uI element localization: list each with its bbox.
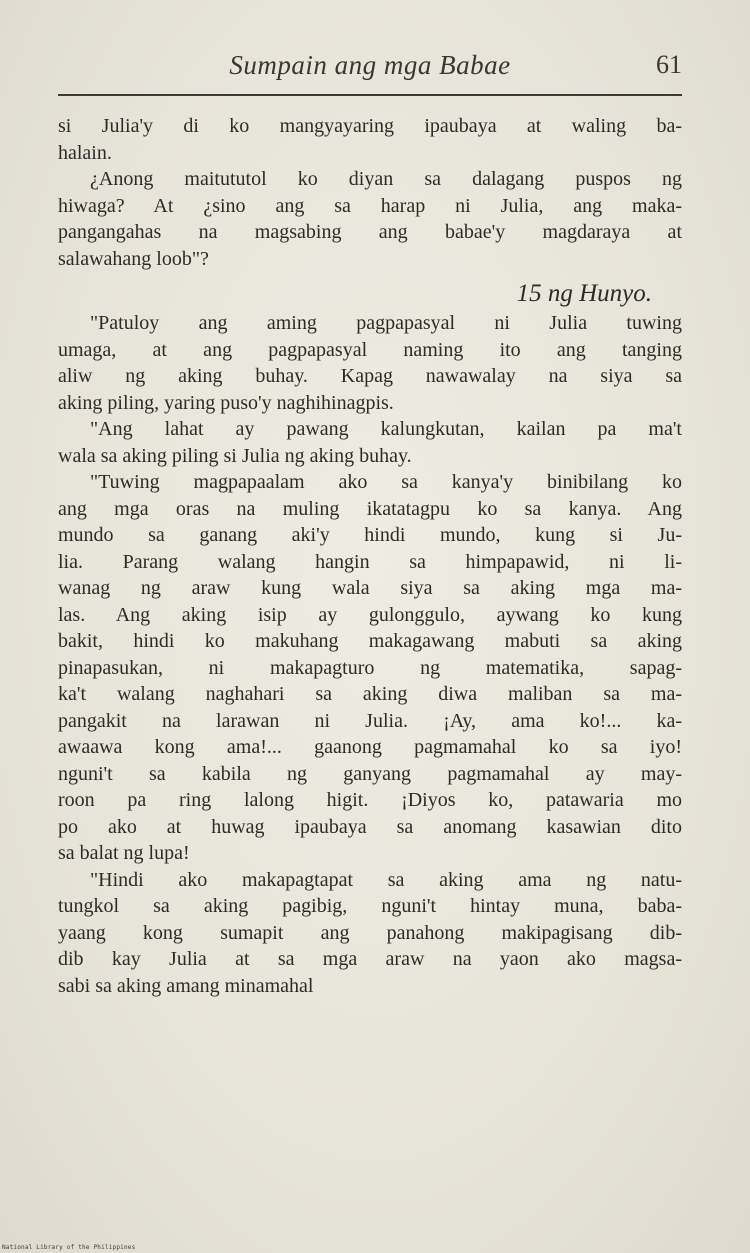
- text-line: sa balat ng lupa!: [58, 842, 190, 864]
- text-line: roon pa ring lalong higit. ¡Diyos ko, patawaria mo: [58, 789, 682, 811]
- text-line: bakit, hindi ko makuhang makagawang mabuti sa aking: [58, 630, 682, 652]
- text-line: tungkol sa aking pagibig, nguni't hintay muna, baba-: [58, 895, 682, 917]
- text-line: salawahang loob"?: [58, 247, 209, 270]
- text-line: wanag ng araw kung wala siya sa aking mga ma-: [58, 577, 682, 599]
- text-line: pangangahas na magsabing ang babae'y magdaraya at: [58, 221, 682, 243]
- running-title: Sumpain ang mga Babae: [229, 50, 511, 80]
- text-line: "Hindi ako makapagtapat sa aking ama ng natu-: [90, 868, 682, 891]
- dateline: 15 ng Hunyo.: [516, 280, 652, 307]
- text-line: hiwaga? At ¿sino ang sa harap ni Julia, ang maka-: [58, 194, 682, 217]
- text-line: nguni't sa kabila ng ganyang pagmamahal ay may-: [58, 762, 682, 785]
- page-header: [58, 48, 682, 88]
- text-line: aliw ng aking buhay. Kapag nawawalay na siya sa: [58, 365, 682, 387]
- header-rule: [58, 94, 682, 96]
- text-line: umaga, at ang pagpapasyal naming ito ang tanging: [58, 338, 682, 361]
- text-line: awaawa kong ama!... gaanong pagmamahal ko sa iyo!: [58, 736, 682, 758]
- text-line: halain.: [58, 141, 112, 164]
- library-credit: National Library of the Philippines: [2, 1244, 136, 1251]
- text-line: "Ang lahat ay pawang kalungkutan, kailan pa ma't: [90, 418, 682, 440]
- text-line: las. Ang aking isip ay gulonggulo, aywang ko kung: [58, 603, 682, 626]
- text-line: aking piling, yaring puso'y naghihinagpis.: [58, 391, 394, 414]
- text-line: sabi sa aking amang minamahal: [58, 974, 314, 997]
- text-line: si Julia'y di ko mangyayaring ipaubaya at waling ba-: [58, 115, 682, 137]
- text-line: pinapasukan, ni makapagturo ng matematika, sapag-: [58, 656, 682, 679]
- text-line: "Patuloy ang aming pagpapasyal ni Julia tuwing: [90, 312, 682, 334]
- text-line: ¿Anong maitututol ko diyan sa dalagang puspos ng: [90, 168, 682, 190]
- text-line: mundo sa ganang aki'y hindi mundo, kung si Ju-: [58, 524, 682, 546]
- text-line: po ako at huwag ipaubaya sa anomang kasawian dito: [58, 815, 682, 838]
- text-line: ang mga oras na muling ikatatagpu ko sa kanya. Ang: [58, 497, 682, 520]
- text-line: wala sa aking piling si Julia ng aking buhay.: [58, 444, 412, 467]
- body-text: [58, 113, 682, 999]
- text-line: pangakit na larawan ni Julia. ¡Ay, ama ko!... ka-: [58, 709, 682, 732]
- text-line: "Tuwing magpapaalam ako sa kanya'y binibilang ko: [90, 471, 682, 493]
- text-line: ka't walang naghahari sa aking diwa maliban sa ma-: [58, 683, 682, 705]
- text-line: dib kay Julia at sa mga araw na yaon ako magsa-: [58, 948, 682, 970]
- text-line: yaang kong sumapit ang panahong makipagisang dib-: [58, 921, 682, 944]
- text-line: lia. Parang walang hangin sa himpapawid, ni li-: [58, 550, 682, 573]
- page-number: 61: [656, 50, 682, 79]
